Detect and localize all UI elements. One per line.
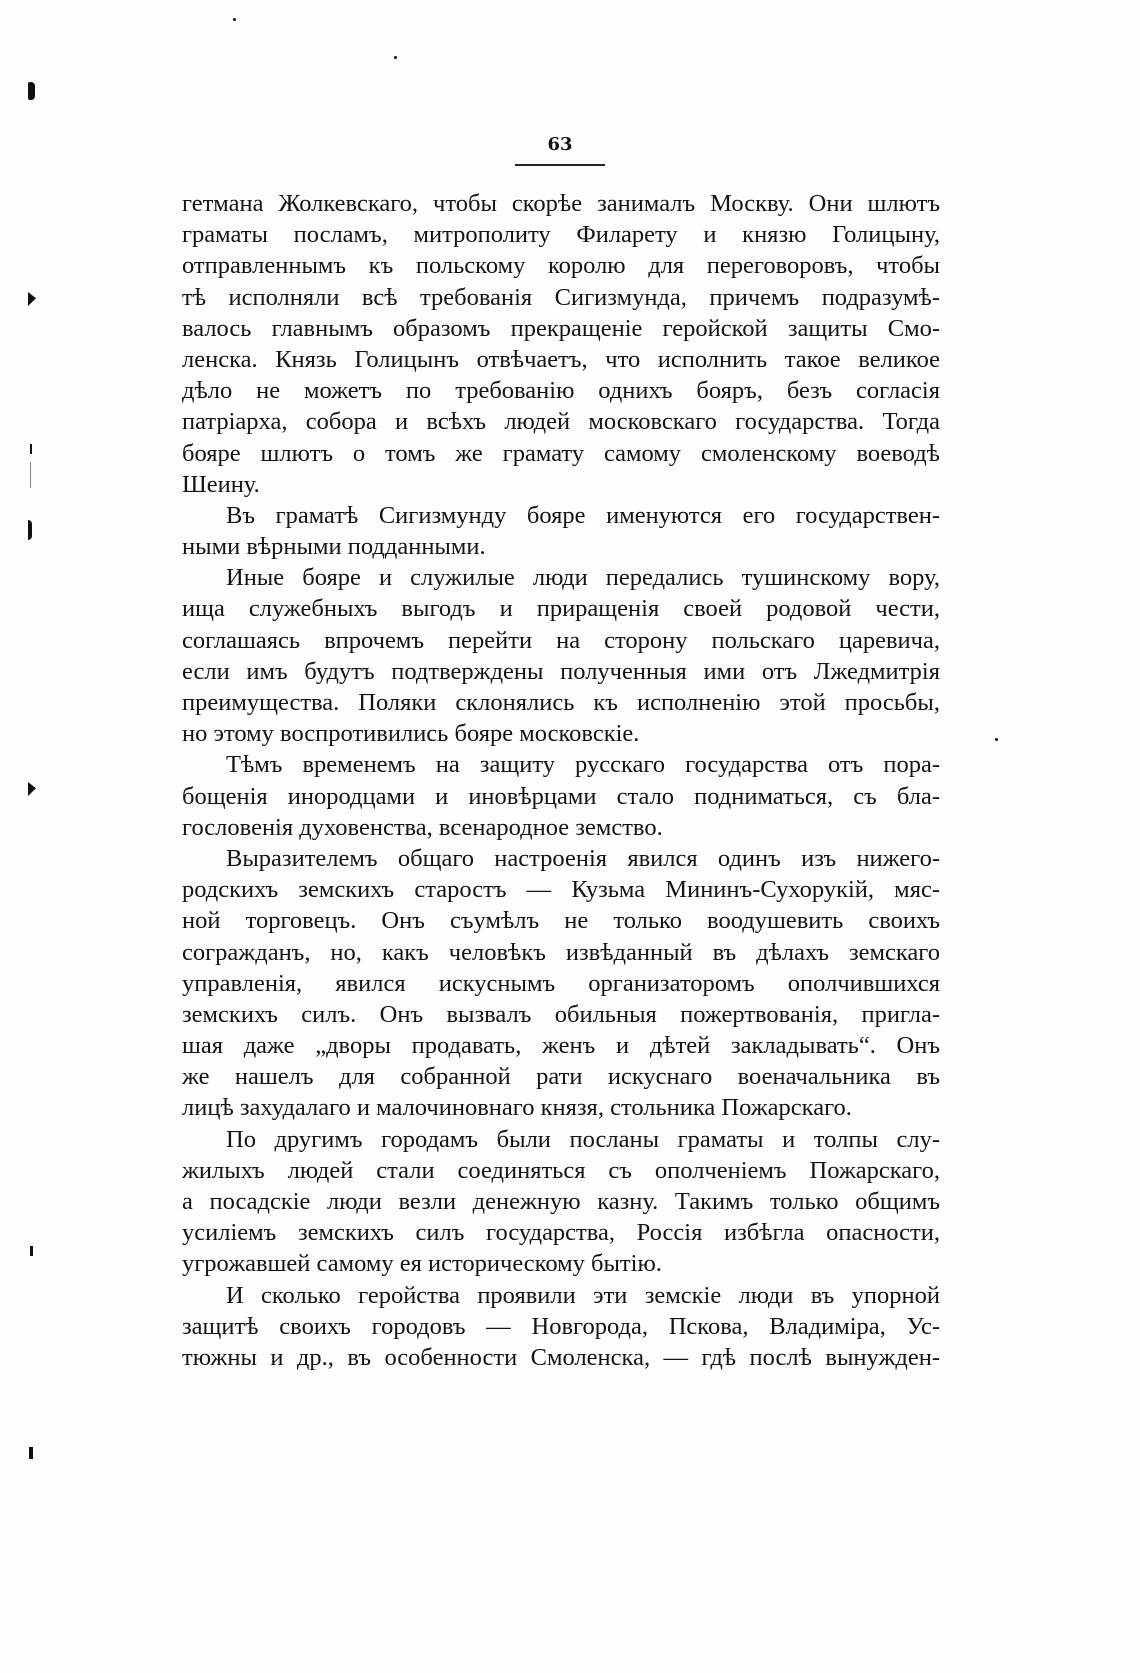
text-line: ной торговецъ. Онъ съумѣлъ не только воодушевить своихъ <box>182 907 940 935</box>
text-line: соглашаясь впрочемъ перейти на сторону польскаго царевича, <box>182 626 940 654</box>
text-line: гетмана Жолкевскаго, чтобы скорѣе занималъ Москву. Они шлютъ <box>182 190 940 217</box>
text-line: согражданъ, но, какъ человѣкъ извѣданный въ дѣлахъ земскаго <box>182 938 940 966</box>
text-line: патріарха, собора и всѣхъ людей московскаго государства. Тогда <box>182 408 940 436</box>
margin-mark <box>30 444 32 454</box>
text-line: но этому воспротивились бояре московскіе. <box>182 720 640 748</box>
text-line: Шеину. <box>182 470 260 498</box>
text-line: жилыхъ людей стали соединяться съ ополченіемъ Пожарскаго, <box>182 1156 940 1184</box>
text-line: Иные бояре и служилые люди передались тушинскому вору, <box>226 564 940 592</box>
text-line: родскихъ земскихъ старостъ — Кузьма Мининъ-Сухорукій, мяс- <box>182 876 940 904</box>
text-line: угрожавшей самому ея историческому бытію. <box>182 1250 662 1278</box>
text-line: защитѣ своихъ городовъ — Новгорода, Пскова, Владиміра, Ус- <box>182 1312 940 1340</box>
text-line: По другимъ городамъ были посланы граматы и толпы слу- <box>226 1125 940 1153</box>
page-number: 63 <box>547 134 573 155</box>
ink-speck <box>233 18 236 21</box>
text-line: тюжны и др., въ особенности Смоленска, — гдѣ послѣ вынужден- <box>182 1343 940 1371</box>
text-line: бояре шлютъ о томъ же грамату самому смоленскому воеводѣ <box>182 439 940 467</box>
margin-mark <box>28 82 35 100</box>
margin-mark <box>30 1246 33 1256</box>
text-line: управленія, явился искуснымъ организаторомъ ополчившихся <box>182 969 940 997</box>
text-line: ленска. Князь Голицынъ отвѣчаетъ, что исполнить такое великое <box>182 345 940 373</box>
margin-mark <box>28 292 36 306</box>
text-line: лицѣ захудалаго и малочиновнаго князя, стольника Пожарскаго. <box>182 1094 852 1122</box>
margin-mark <box>29 1447 33 1459</box>
margin-mark <box>28 782 36 796</box>
text-line: И сколько геройства проявили эти земскіе люди въ упорной <box>226 1281 940 1309</box>
text-line: граматы посламъ, митрополиту Филарету и князю Голицыну, <box>182 221 940 249</box>
margin-mark <box>28 520 32 540</box>
text-line: земскихъ силъ. Онъ вызвалъ обильныя пожертвованія, пригла- <box>182 1000 940 1028</box>
body-text <box>182 188 940 1373</box>
ink-speck <box>995 738 998 741</box>
text-line: усиліемъ земскихъ силъ государства, Россія избѣгла опасности, <box>182 1219 940 1247</box>
text-line: дѣло не можетъ по требованію однихъ бояръ, безъ согласія <box>182 377 940 405</box>
text-line: а посадскіе люди везли денежную казну. Такимъ только общимъ <box>182 1188 940 1215</box>
text-line: валось главнымъ образомъ прекращеніе геройской защиты Смо- <box>182 314 940 342</box>
text-line: шая даже „дворы продавать, женъ и дѣтей закладывать“. Онъ <box>182 1032 940 1060</box>
page-number-rule <box>515 164 605 166</box>
text-line: гословенія духовенства, всенародное земство. <box>182 813 663 841</box>
ink-speck <box>394 56 397 59</box>
text-line: тѣ исполняли всѣ требованія Сигизмунда, причемъ подразумѣ- <box>182 283 940 311</box>
text-line: ными вѣрными подданными. <box>182 533 486 561</box>
text-line: Выразителемъ общаго настроенія явился одинъ изъ нижего- <box>226 844 940 872</box>
text-line: если имъ будутъ подтверждены полученныя ими отъ Лжедмитрія <box>182 657 940 685</box>
text-line: преимущества. Поляки склонялись къ исполненію этой просьбы, <box>182 689 940 716</box>
text-line: Въ граматѣ Сигизмунду бояре именуются его государствен- <box>226 501 940 529</box>
text-line: ища служебныхъ выгодъ и приращенія своей родовой чести, <box>182 595 940 623</box>
margin-mark <box>30 462 31 488</box>
text-line: Тѣмъ временемъ на защиту русскаго государства отъ пора- <box>226 751 940 779</box>
text-line: отправленнымъ къ польскому королю для переговоровъ, чтобы <box>182 252 940 280</box>
text-line: бощенія инородцами и иновѣрцами стало подниматься, съ бла- <box>182 782 940 810</box>
text-line: же нашелъ для собранной рати искуснаго военачальника въ <box>182 1063 940 1091</box>
